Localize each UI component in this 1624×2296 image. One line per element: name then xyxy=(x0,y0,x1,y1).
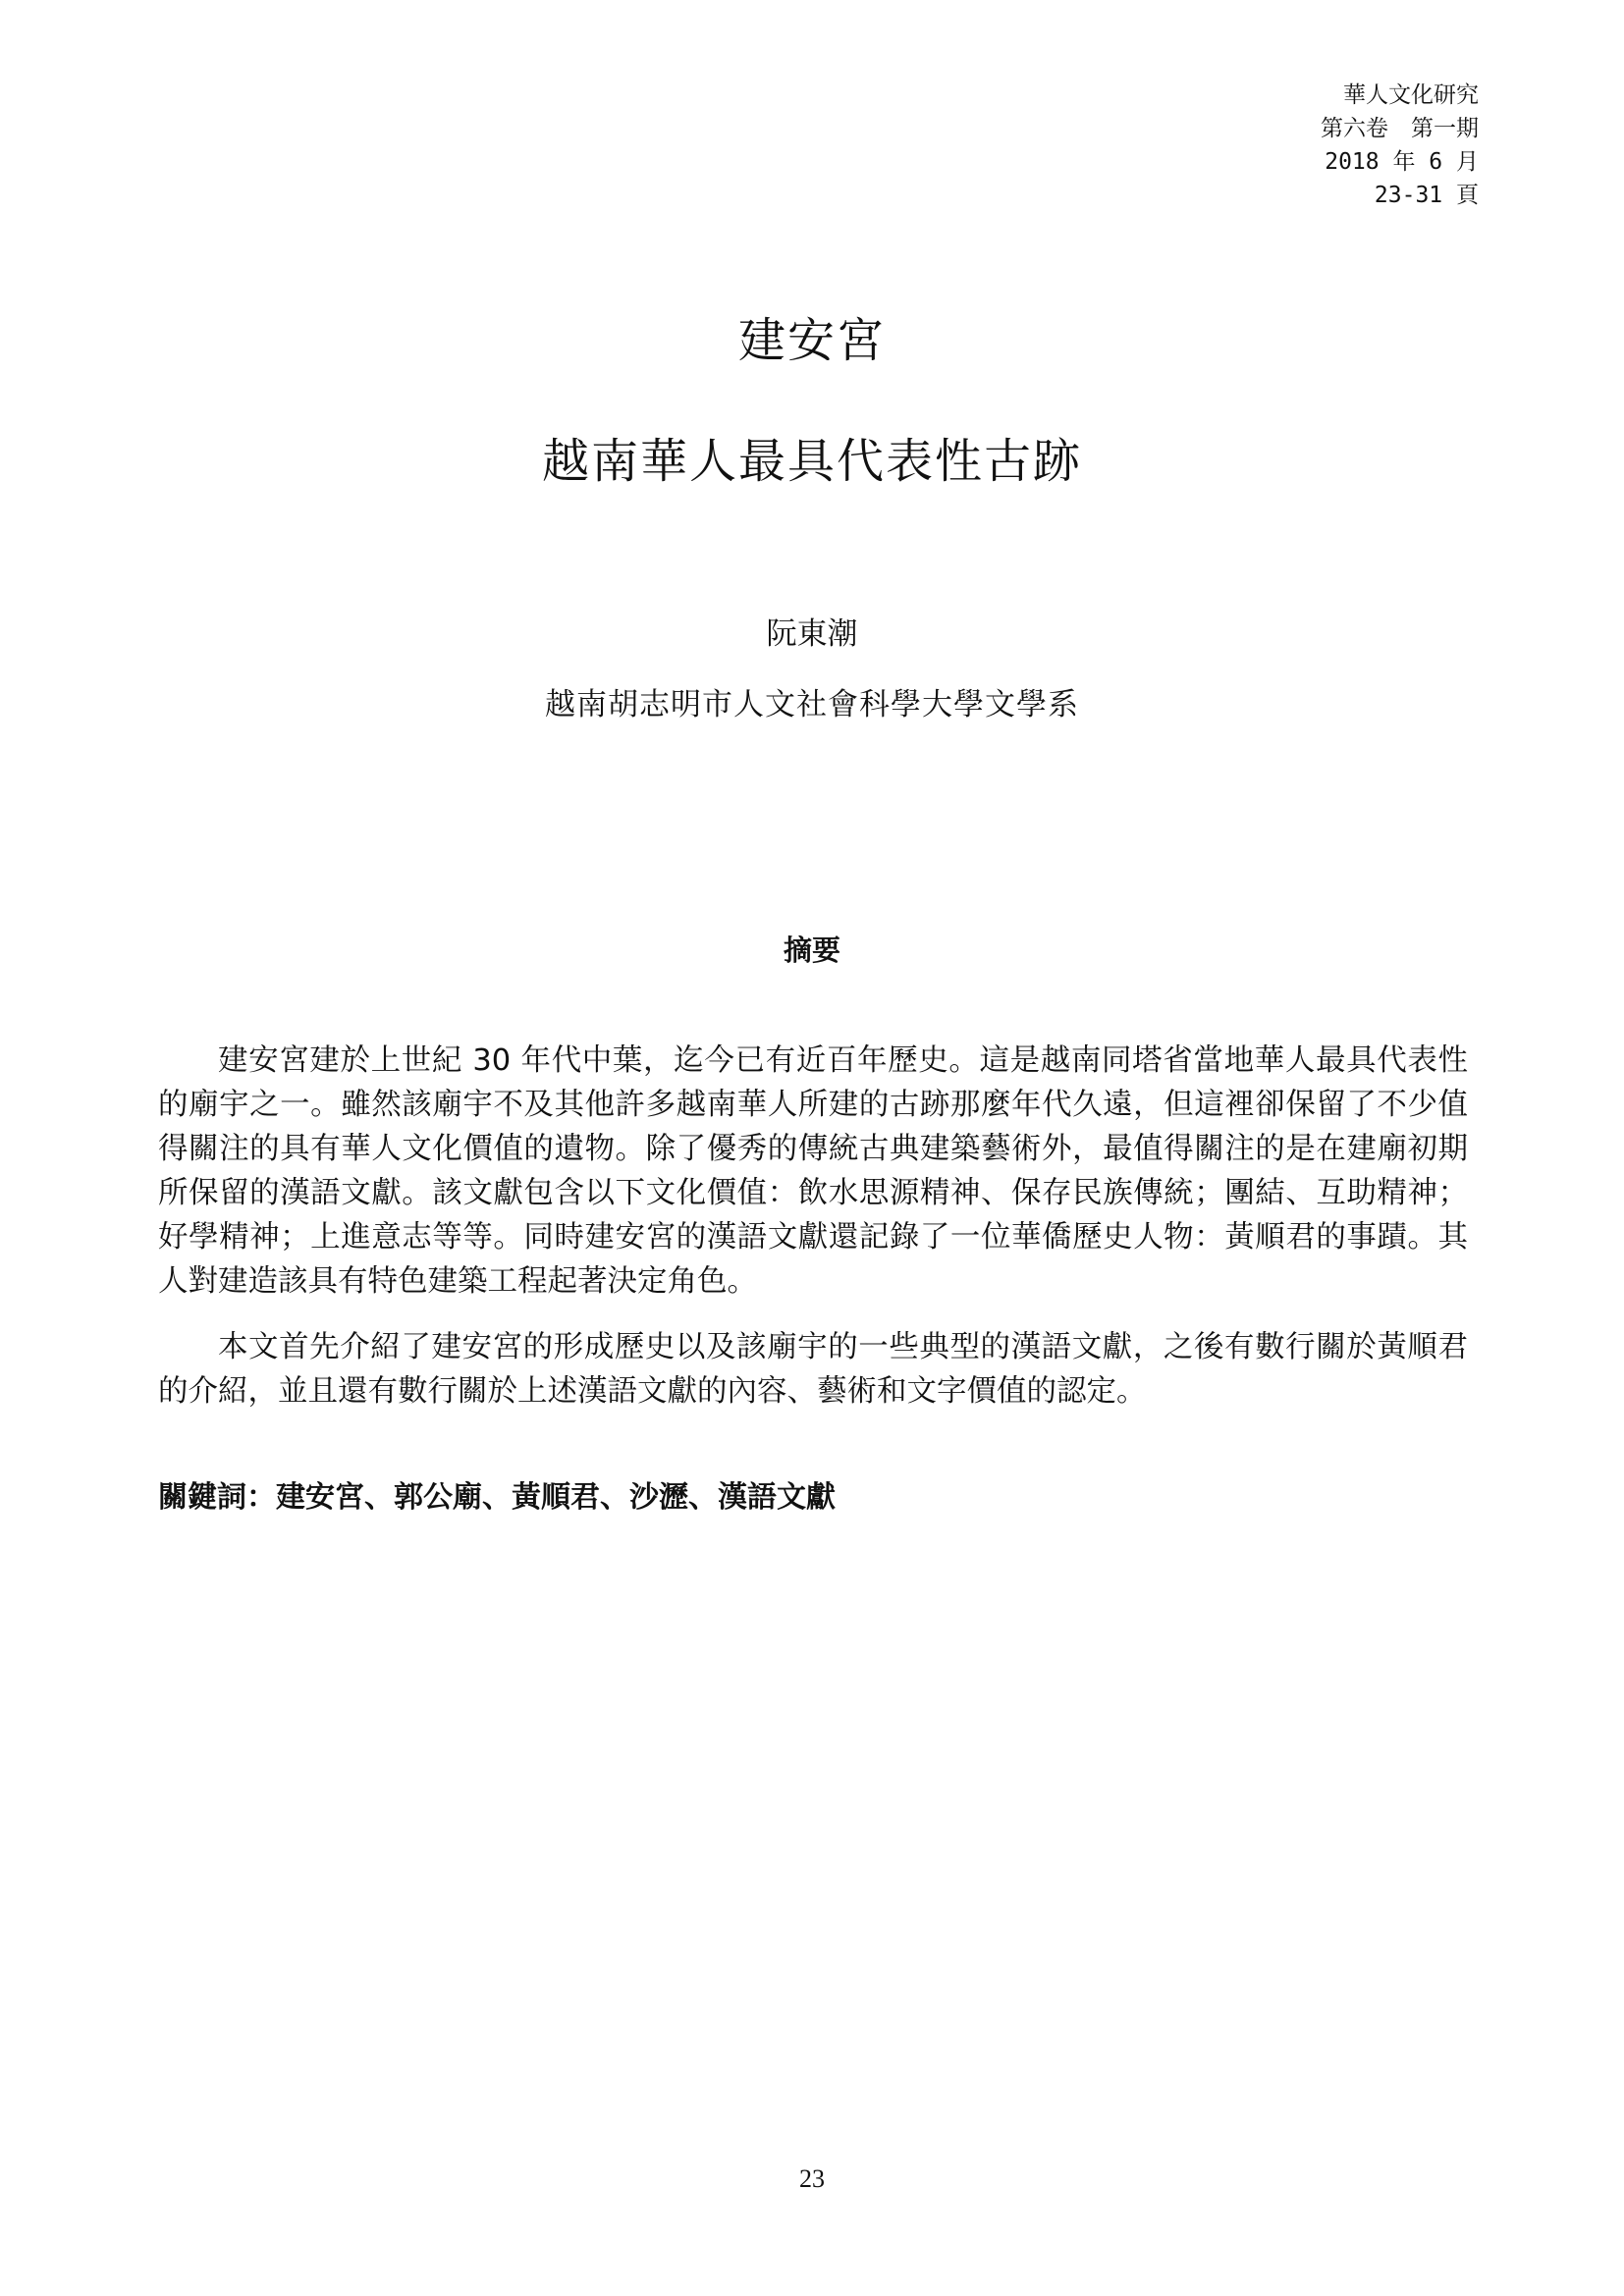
keywords-line: 關鍵詞：建安宮、郭公廟、黃順君、沙瀝、漢語文獻 xyxy=(158,1480,836,1515)
paper-subtitle: 越南華人最具代表性古跡 xyxy=(541,434,1082,489)
abstract-paragraph: 本文首先介紹了建安宮的形成歷史以及該廟宇的一些典型的漢語文獻，之後有數行關於黃順君的介紹，並且還有數行關於上述漢語文獻的內容、藝術和文字價值的認定。 xyxy=(158,1330,1468,1409)
page-range: 23-31 頁 xyxy=(1374,183,1479,208)
paper-title: 建安宮 xyxy=(737,313,886,368)
journal-name: 華人文化研究 xyxy=(1343,82,1479,108)
page-number: 23 xyxy=(799,2164,825,2193)
author-name: 阮東潮 xyxy=(766,616,858,652)
abstract-paragraph: 建安宮建於上世紀 30 年代中葉，迄今已有近百年歷史。這是越南同塔省當地華人最具代表性的廟宇之一。雖然該廟宇不及其他許多越南華人所建的古跡那麼年代久遠，但這裡卻保留了不少值得關注的具有華人文化價值的遺物。除了優秀的傳統古典建築藝術外，最值得關注的是在建廟初期所保留的漢語文獻。該文獻包含以下文化價值：飲水思源精神、保存民族傳統；團結、互助精神；好學精神；上進意志等等。同時建安宮的漢語文獻還記錄了一位華僑歷史人物：黃順君的事蹟。其人對建造該具有特色建築工程起著決定角色。 xyxy=(158,1043,1468,1299)
journal-running-header xyxy=(1321,79,1479,212)
abstract-heading: 摘要 xyxy=(783,934,840,967)
publication-date: 2018 年 6 月 xyxy=(1325,149,1479,175)
volume-issue: 第六卷 第一期 xyxy=(1321,116,1479,141)
abstract-body xyxy=(158,1039,1468,1435)
author-affiliation: 越南胡志明市人文社會科學大學文學系 xyxy=(545,687,1079,722)
